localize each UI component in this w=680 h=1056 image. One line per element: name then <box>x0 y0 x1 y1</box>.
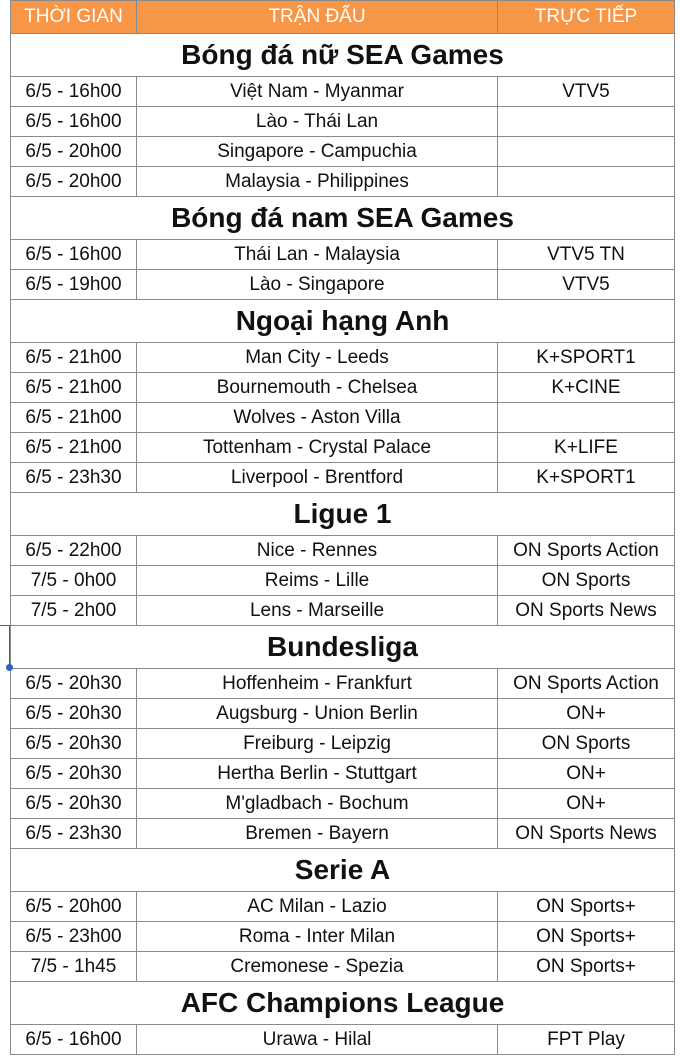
match-row <box>11 596 675 626</box>
match-row <box>11 892 675 922</box>
match-time: 6/5 - 19h00 <box>11 270 137 300</box>
match-channel: ON Sports+ <box>498 952 675 982</box>
match-row <box>11 789 675 819</box>
header-time: THỜI GIAN <box>11 1 137 34</box>
match-channel: ON Sports <box>498 566 675 596</box>
match-channel: K+SPORT1 <box>498 463 675 493</box>
match-teams: M'gladbach - Bochum <box>137 789 498 819</box>
section-row <box>11 982 675 1025</box>
match-time: 6/5 - 23h00 <box>11 922 137 952</box>
match-teams: Tottenham - Crystal Palace <box>137 433 498 463</box>
section-title: AFC Champions League <box>11 982 675 1025</box>
match-row <box>11 699 675 729</box>
match-time: 6/5 - 21h00 <box>11 343 137 373</box>
match-teams: Bremen - Bayern <box>137 819 498 849</box>
match-teams: Bournemouth - Chelsea <box>137 373 498 403</box>
match-row <box>11 270 675 300</box>
match-channel: K+LIFE <box>498 433 675 463</box>
section-title: Bundesliga <box>11 626 675 669</box>
match-time: 6/5 - 16h00 <box>11 107 137 137</box>
match-teams: AC Milan - Lazio <box>137 892 498 922</box>
match-teams: Liverpool - Brentford <box>137 463 498 493</box>
match-channel: ON+ <box>498 759 675 789</box>
match-channel <box>498 403 675 433</box>
section-title: Bóng đá nam SEA Games <box>11 197 675 240</box>
section-title: Serie A <box>11 849 675 892</box>
match-row <box>11 77 675 107</box>
match-channel: VTV5 <box>498 77 675 107</box>
schedule-table <box>10 0 675 1055</box>
match-time: 6/5 - 16h00 <box>11 77 137 107</box>
match-time: 6/5 - 23h30 <box>11 463 137 493</box>
match-channel: ON Sports Action <box>498 536 675 566</box>
header-match: TRẬN ĐẤU <box>137 1 498 34</box>
match-time: 7/5 - 0h00 <box>11 566 137 596</box>
match-channel: VTV5 <box>498 270 675 300</box>
match-time: 6/5 - 20h30 <box>11 789 137 819</box>
match-row <box>11 729 675 759</box>
match-teams: Nice - Rennes <box>137 536 498 566</box>
match-teams: Hoffenheim - Frankfurt <box>137 669 498 699</box>
match-teams: Freiburg - Leipzig <box>137 729 498 759</box>
match-row <box>11 433 675 463</box>
match-time: 6/5 - 21h00 <box>11 373 137 403</box>
match-channel: ON Sports+ <box>498 892 675 922</box>
match-row <box>11 536 675 566</box>
header-row <box>11 1 675 34</box>
match-teams: Singapore - Campuchia <box>137 137 498 167</box>
match-time: 6/5 - 20h30 <box>11 759 137 789</box>
match-channel: ON Sports Action <box>498 669 675 699</box>
cell-selection-border <box>0 625 10 668</box>
match-channel <box>498 167 675 197</box>
section-row <box>11 197 675 240</box>
match-time: 6/5 - 22h00 <box>11 536 137 566</box>
match-time: 6/5 - 20h30 <box>11 669 137 699</box>
match-teams: Lào - Singapore <box>137 270 498 300</box>
match-teams: Man City - Leeds <box>137 343 498 373</box>
match-time: 7/5 - 1h45 <box>11 952 137 982</box>
match-channel: ON Sports News <box>498 819 675 849</box>
header-live: TRỰC TIẾP <box>498 1 675 34</box>
match-row <box>11 1025 675 1055</box>
match-teams: Lens - Marseille <box>137 596 498 626</box>
match-teams: Malaysia - Philippines <box>137 167 498 197</box>
match-row <box>11 137 675 167</box>
schedule-body <box>11 34 675 1055</box>
match-row <box>11 463 675 493</box>
match-channel: K+SPORT1 <box>498 343 675 373</box>
match-time: 6/5 - 20h30 <box>11 729 137 759</box>
match-time: 6/5 - 16h00 <box>11 1025 137 1055</box>
match-channel: VTV5 TN <box>498 240 675 270</box>
match-teams: Cremonese - Spezia <box>137 952 498 982</box>
section-row <box>11 34 675 77</box>
match-row <box>11 669 675 699</box>
match-channel: K+CINE <box>498 373 675 403</box>
match-teams: Roma - Inter Milan <box>137 922 498 952</box>
match-channel: FPT Play <box>498 1025 675 1055</box>
match-channel: ON Sports News <box>498 596 675 626</box>
section-row <box>11 626 675 669</box>
selection-handle[interactable] <box>6 664 13 671</box>
match-channel <box>498 107 675 137</box>
section-row <box>11 493 675 536</box>
match-row <box>11 566 675 596</box>
match-teams: Việt Nam - Myanmar <box>137 77 498 107</box>
match-time: 6/5 - 21h00 <box>11 403 137 433</box>
match-row <box>11 107 675 137</box>
section-row <box>11 300 675 343</box>
match-teams: Thái Lan - Malaysia <box>137 240 498 270</box>
match-channel: ON Sports+ <box>498 922 675 952</box>
match-row <box>11 403 675 433</box>
match-row <box>11 240 675 270</box>
match-teams: Hertha Berlin - Stuttgart <box>137 759 498 789</box>
section-title: Ligue 1 <box>11 493 675 536</box>
match-time: 6/5 - 20h00 <box>11 137 137 167</box>
match-channel: ON+ <box>498 699 675 729</box>
section-title: Ngoại hạng Anh <box>11 300 675 343</box>
match-time: 6/5 - 20h00 <box>11 167 137 197</box>
match-time: 6/5 - 20h00 <box>11 892 137 922</box>
match-channel: ON+ <box>498 789 675 819</box>
match-teams: Lào - Thái Lan <box>137 107 498 137</box>
match-row <box>11 759 675 789</box>
match-row <box>11 819 675 849</box>
section-row <box>11 849 675 892</box>
match-time: 6/5 - 20h30 <box>11 699 137 729</box>
match-row <box>11 167 675 197</box>
match-time: 6/5 - 16h00 <box>11 240 137 270</box>
match-row <box>11 373 675 403</box>
match-teams: Wolves - Aston Villa <box>137 403 498 433</box>
match-teams: Reims - Lille <box>137 566 498 596</box>
match-channel: ON Sports <box>498 729 675 759</box>
match-row <box>11 922 675 952</box>
match-row <box>11 952 675 982</box>
match-channel <box>498 137 675 167</box>
match-time: 6/5 - 23h30 <box>11 819 137 849</box>
match-teams: Urawa - Hilal <box>137 1025 498 1055</box>
match-row <box>11 343 675 373</box>
section-title: Bóng đá nữ SEA Games <box>11 34 675 77</box>
match-time: 6/5 - 21h00 <box>11 433 137 463</box>
match-time: 7/5 - 2h00 <box>11 596 137 626</box>
match-teams: Augsburg - Union Berlin <box>137 699 498 729</box>
